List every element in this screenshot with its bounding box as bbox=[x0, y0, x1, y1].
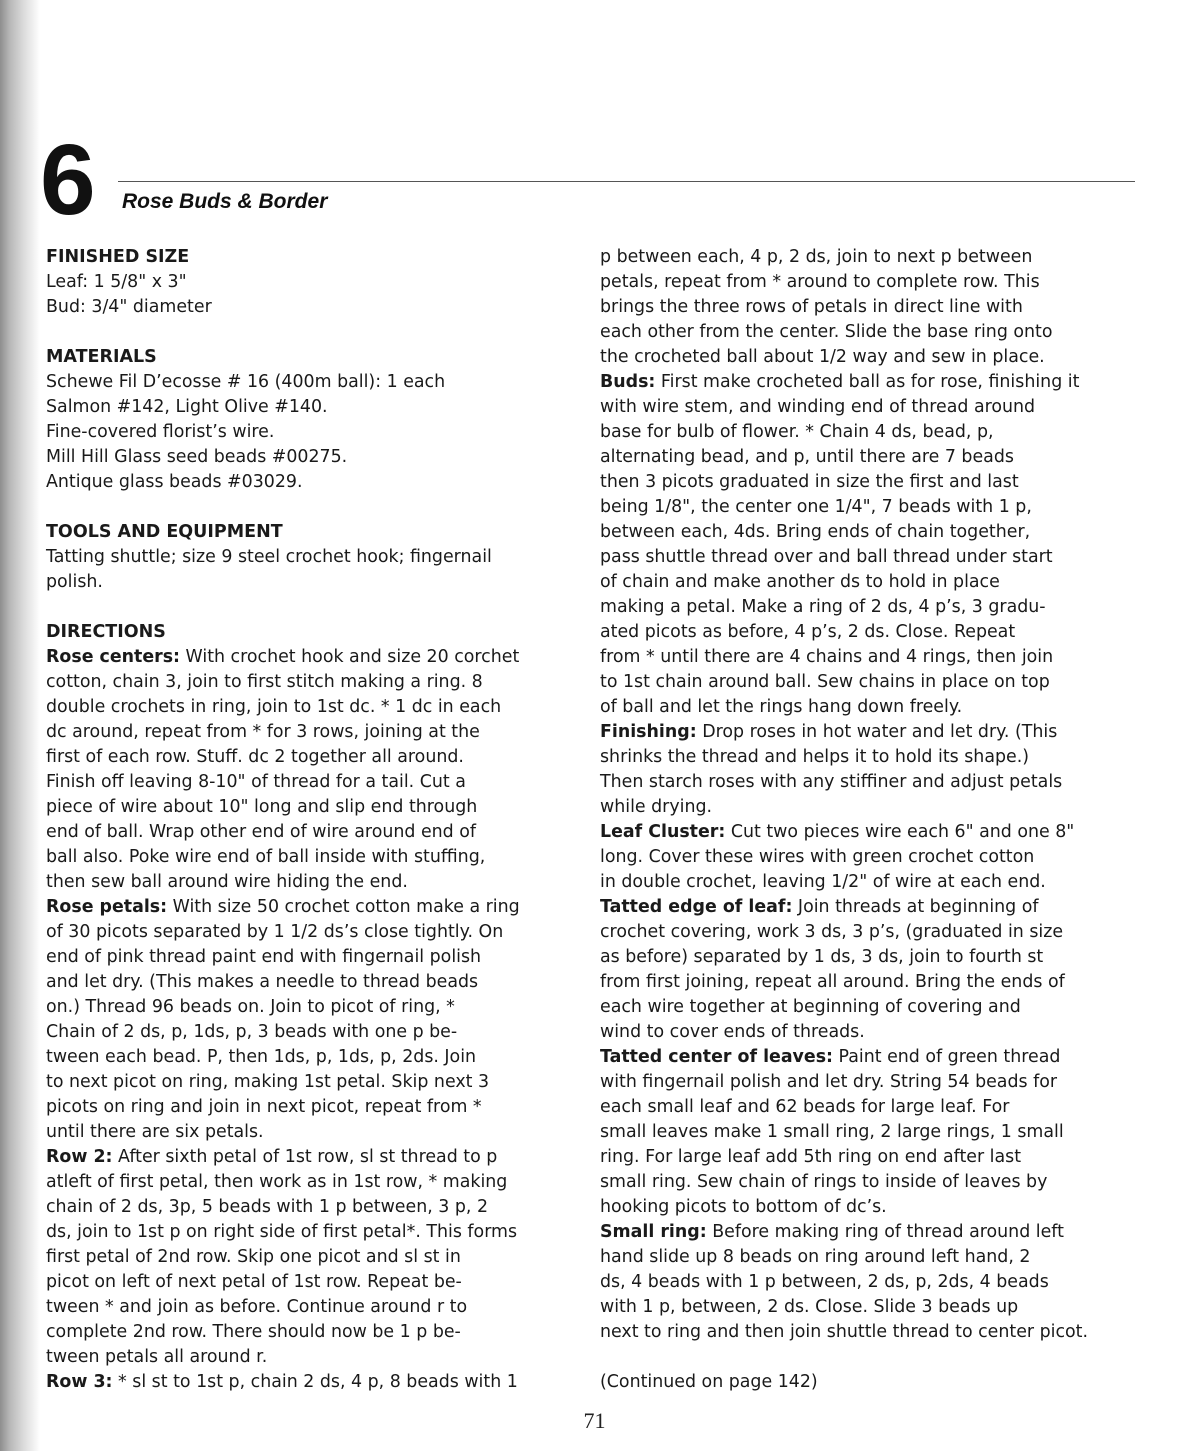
rose-centers-line: double crochets in ring, join to 1st dc. * 1 dc in each bbox=[46, 697, 502, 717]
buds-line: making a petal. Make a ring of 2 ds, 4 p’s, 3 gradu- bbox=[600, 597, 1046, 617]
finished-size-line: Leaf: 1 5/8" x 3" bbox=[46, 272, 187, 292]
buds-line: of ball and let the rings hang down freely. bbox=[600, 697, 963, 717]
tools-line: Tatting shuttle; size 9 steel crochet hook; fingernail bbox=[46, 547, 492, 567]
tools-heading: TOOLS AND EQUIPMENT bbox=[46, 522, 283, 542]
buds-line: with wire stem, and winding end of thread around bbox=[600, 397, 1036, 417]
row3-line: the crocheted ball about 1/2 way and sew in place. bbox=[600, 347, 1045, 367]
buds-line: pass shuttle thread over and ball thread under start bbox=[600, 547, 1053, 567]
rose-centers-line: then sew ball around wire hiding the end. bbox=[46, 872, 408, 892]
buds-line: from * until there are 4 chains and 4 rings, then join bbox=[600, 647, 1054, 667]
materials-line: Salmon #142, Light Olive #140. bbox=[46, 397, 328, 417]
row2-line: complete 2nd row. There should now be 1 p be- bbox=[46, 1322, 461, 1342]
rose-petals-line: Chain of 2 ds, p, 1ds, p, 3 beads with one p be- bbox=[46, 1022, 458, 1042]
buds-line: then 3 picots graduated in size the first and last bbox=[600, 472, 1019, 492]
row2-line: atleft of first petal, then work as in 1st row, * making bbox=[46, 1172, 508, 1192]
buds-line: being 1/8", the center one 1/4", 7 beads with 1 p, bbox=[600, 497, 1032, 517]
small-ring-line: ds, 4 beads with 1 p between, 2 ds, p, 2ds, 4 beads bbox=[600, 1272, 1049, 1292]
row3-line: each other from the center. Slide the base ring onto bbox=[600, 322, 1053, 342]
rose-petals-first-line: Rose petals: With size 50 crochet cotton make a ring bbox=[46, 897, 520, 917]
leaf-cluster-first-line: Leaf Cluster: Cut two pieces wire each 6" and one 8" bbox=[600, 822, 1075, 842]
row2-line: picot on left of next petal of 1st row. Repeat be- bbox=[46, 1272, 462, 1292]
tatted-center-first-line: Tatted center of leaves: Paint end of green thread bbox=[600, 1047, 1061, 1067]
row2-line: tween * and join as before. Continue around r to bbox=[46, 1297, 468, 1317]
tatted-edge-label: Tatted edge of leaf: bbox=[600, 897, 793, 917]
row2-line: chain of 2 ds, 3p, 5 beads with 1 p between, 3 p, 2 bbox=[46, 1197, 489, 1217]
small-ring-label: Small ring: bbox=[600, 1222, 707, 1242]
buds-line: of chain and make another ds to hold in place bbox=[600, 572, 1000, 592]
directions-heading: DIRECTIONS bbox=[46, 622, 166, 642]
tatted-center-line: each small leaf and 62 beads for large leaf. For bbox=[600, 1097, 1010, 1117]
rose-centers-line: piece of wire about 10" long and slip end through bbox=[46, 797, 478, 817]
materials-line: Schewe Fil D’ecosse # 16 (400m ball): 1 each bbox=[46, 372, 446, 392]
row2-line: first petal of 2nd row. Skip one picot and sl st in bbox=[46, 1247, 461, 1267]
buds-label: Buds: bbox=[600, 372, 656, 392]
row3-line: p between each, 4 p, 2 ds, join to next p between bbox=[600, 247, 1033, 267]
finished-size-line: Bud: 3/4" diameter bbox=[46, 297, 212, 317]
rose-petals-line: of 30 picots separated by 1 1/2 ds’s close tightly. On bbox=[46, 922, 504, 942]
leaf-cluster-line: long. Cover these wires with green crochet cotton bbox=[600, 847, 1035, 867]
tatted-edge-first-line: Tatted edge of leaf: Join threads at beginning of bbox=[600, 897, 1039, 917]
materials-line: Fine-covered florist’s wire. bbox=[46, 422, 275, 442]
finishing-label: Finishing: bbox=[600, 722, 697, 742]
finishing-line: shrinks the thread and helps it to hold its shape.) bbox=[600, 747, 1030, 767]
tatted-edge-line: crochet covering, work 3 ds, 3 p’s, (graduated in size bbox=[600, 922, 1064, 942]
tatted-center-line: hooking picots to bottom of dc’s. bbox=[600, 1197, 887, 1217]
row3-line: petals, repeat from * around to complete row. This bbox=[600, 272, 1040, 292]
row2-label: Row 2: bbox=[46, 1147, 113, 1167]
leaf-cluster-label: Leaf Cluster: bbox=[600, 822, 726, 842]
tools-line: polish. bbox=[46, 572, 103, 592]
rose-petals-line: and let dry. (This makes a needle to thread beads bbox=[46, 972, 479, 992]
buds-first-line: Buds: First make crocheted ball as for rose, finishing it bbox=[600, 372, 1080, 392]
tatted-edge-line: each wire together at beginning of covering and bbox=[600, 997, 1021, 1017]
tatted-edge-line: as before) separated by 1 ds, 3 ds, join to fourth st bbox=[600, 947, 1044, 967]
small-ring-line: hand slide up 8 beads on ring around left hand, 2 bbox=[600, 1247, 1031, 1267]
tatted-center-line: ring. For large leaf add 5th ring on end after last bbox=[600, 1147, 1022, 1167]
rose-centers-line: ball also. Poke wire end of ball inside with stuffing, bbox=[46, 847, 486, 867]
row2-first-line: Row 2: After sixth petal of 1st row, sl st thread to p bbox=[46, 1147, 498, 1167]
page-number: 71 bbox=[583, 1408, 606, 1433]
row3-first-line: Row 3: * sl st to 1st p, chain 2 ds, 4 p, 8 beads with 1 bbox=[46, 1372, 518, 1392]
materials-heading: MATERIALS bbox=[46, 347, 157, 367]
tatted-center-line: with fingernail polish and let dry. String 54 beads for bbox=[600, 1072, 1058, 1092]
materials-line: Mill Hill Glass seed beads #00275. bbox=[46, 447, 348, 467]
row2-line: ds, join to 1st p on right side of first petal*. This forms bbox=[46, 1222, 518, 1242]
small-ring-first-line: Small ring: Before making ring of thread around left bbox=[600, 1222, 1064, 1242]
row3-line: brings the three rows of petals in direct line with bbox=[600, 297, 1023, 317]
buds-line: to 1st chain around ball. Sew chains in place on top bbox=[600, 672, 1050, 692]
rose-petals-line: until there are six petals. bbox=[46, 1122, 264, 1142]
rose-centers-line: dc around, repeat from * for 3 rows, joining at the bbox=[46, 722, 480, 742]
finishing-line: while drying. bbox=[600, 797, 713, 817]
tatted-edge-line: wind to cover ends of threads. bbox=[600, 1022, 865, 1042]
buds-line: alternating bead, and p, until there are 7 beads bbox=[600, 447, 1014, 467]
buds-line: base for bulb of flower. * Chain 4 ds, bead, p, bbox=[600, 422, 994, 442]
rose-centers-line: cotton, chain 3, join to first stitch making a ring. 8 bbox=[46, 672, 483, 692]
row3-label: Row 3: bbox=[46, 1372, 113, 1392]
chapter-number: 6 bbox=[40, 124, 93, 236]
buds-line: between each, 4ds. Bring ends of chain together, bbox=[600, 522, 1031, 542]
title-rule bbox=[118, 181, 1135, 182]
small-ring-line: next to ring and then join shuttle thread to center picot. bbox=[600, 1322, 1089, 1342]
buds-line: ated picots as before, 4 p’s, 2 ds. Close. Repeat bbox=[600, 622, 1016, 642]
tatted-edge-line: from first joining, repeat all around. Bring the ends of bbox=[600, 972, 1065, 992]
rose-petals-line: tween each bead. P, then 1ds, p, 1ds, p, 2ds. Join bbox=[46, 1047, 477, 1067]
rose-centers-first-line: Rose centers: With crochet hook and size 20 corchet bbox=[46, 647, 520, 667]
left-column bbox=[46, 245, 582, 1395]
small-ring-line: with 1 p, between, 2 ds. Close. Slide 3 beads up bbox=[600, 1297, 1019, 1317]
row2-line: tween petals all around r. bbox=[46, 1347, 268, 1367]
rose-petals-label: Rose petals: bbox=[46, 897, 168, 917]
rose-centers-line: first of each row. Stuff. dc 2 together all around. bbox=[46, 747, 464, 767]
rose-petals-line: on.) Thread 96 beads on. Join to picot of ring, * bbox=[46, 997, 455, 1017]
rose-centers-line: end of ball. Wrap other end of wire around end of bbox=[46, 822, 476, 842]
rose-petals-line: to next picot on ring, making 1st petal. Skip next 3 bbox=[46, 1072, 490, 1092]
right-column bbox=[600, 245, 1148, 1395]
leaf-cluster-line: in double crochet, leaving 1/2" of wire at each end. bbox=[600, 872, 1046, 892]
finishing-line: Then starch roses with any stiffiner and adjust petals bbox=[600, 772, 1063, 792]
finishing-first-line: Finishing: Drop roses in hot water and let dry. (This bbox=[600, 722, 1058, 742]
finished-size-heading: FINISHED SIZE bbox=[46, 247, 190, 267]
tatted-center-label: Tatted center of leaves: bbox=[600, 1047, 833, 1067]
book-spine-shadow bbox=[0, 0, 40, 1451]
rose-petals-line: picots on ring and join in next picot, repeat from * bbox=[46, 1097, 482, 1117]
tatted-center-line: small ring. Sew chain of rings to inside of leaves by bbox=[600, 1172, 1048, 1192]
tatted-center-line: small leaves make 1 small ring, 2 large rings, 1 small bbox=[600, 1122, 1064, 1142]
rose-petals-line: end of pink thread paint end with fingernail polish bbox=[46, 947, 482, 967]
rose-centers-label: Rose centers: bbox=[46, 647, 181, 667]
rose-centers-line: Finish off leaving 8-10" of thread for a tail. Cut a bbox=[46, 772, 466, 792]
chapter-title: Rose Buds & Border bbox=[122, 190, 328, 213]
continued-note: (Continued on page 142) bbox=[600, 1372, 818, 1392]
materials-line: Antique glass beads #03029. bbox=[46, 472, 303, 492]
